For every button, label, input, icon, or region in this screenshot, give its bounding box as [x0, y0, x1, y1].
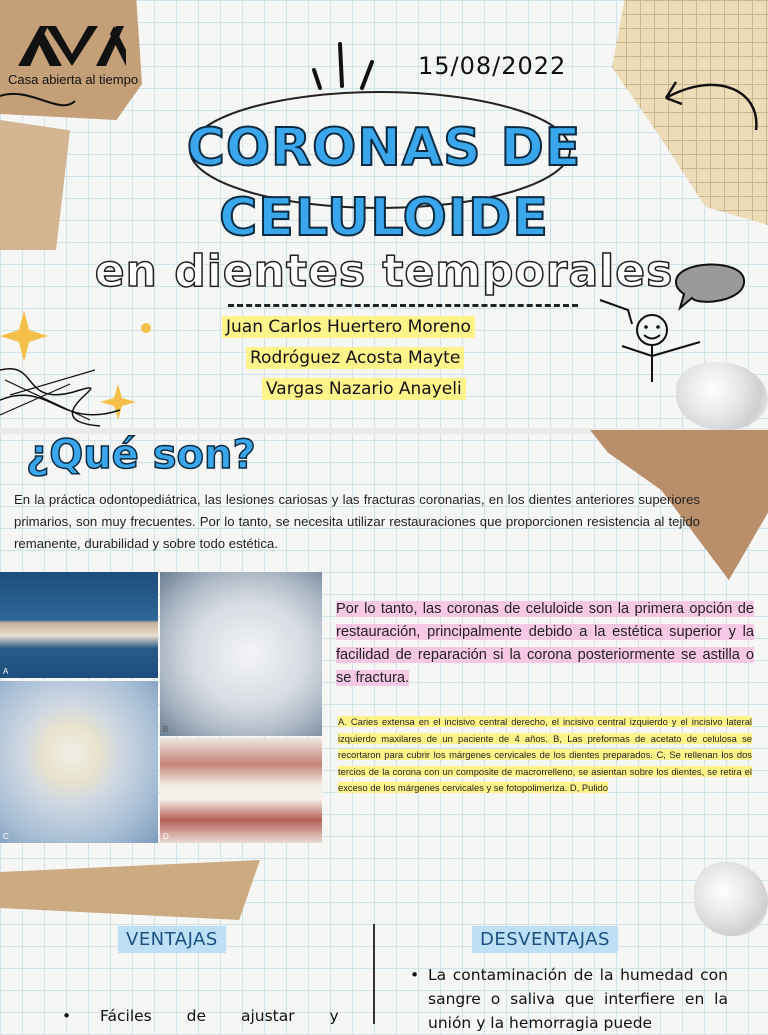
logo-tagline: Casa abierta al tiempo: [8, 72, 139, 87]
ventajas-item-1: Fáciles de ajustar y: [100, 1007, 339, 1025]
subtitle: en dientes temporales: [94, 246, 674, 297]
photo-a-caries: [0, 572, 158, 678]
figure-caption: [338, 714, 752, 797]
university-logo: [18, 26, 126, 76]
photo-b-celluloid-form: [160, 572, 322, 736]
bullet-icon: •: [62, 1007, 72, 1025]
date-label: 15/08/2022: [418, 52, 567, 80]
dashed-divider: [228, 304, 578, 307]
photo-label-a: A: [3, 667, 9, 676]
desventajas-item-1: La contaminación de la humedad con sangre o saliva que interfiere en la unión y la hemorragia puede: [428, 966, 728, 1032]
kraft-paper-scrap-bottom: [0, 860, 260, 920]
author-1: Juan Carlos Huertero Moreno: [222, 316, 475, 338]
pointer-line-icon: [598, 296, 638, 326]
decorative-stars-icon: [0, 300, 180, 430]
highlight-paragraph-text: Por lo tanto, las coronas de celuloide son la primera opción de restauración, principalmente debido a la estética superior y la facilidad de reparación si la corona posteriormente se astilla o se fractura.: [336, 601, 754, 686]
photo-label-b: B: [163, 725, 169, 734]
section-heading-que-son: ¿Qué son?: [26, 432, 256, 478]
photo-label-d: D: [163, 832, 169, 841]
title-line-1: CORONAS DE: [186, 118, 582, 178]
crumpled-paper-bottom: [694, 862, 768, 936]
speech-bubble-icon: [668, 252, 750, 312]
uam-logo-icon: [18, 26, 126, 66]
desventajas-list: [410, 963, 728, 1035]
figure-caption-text: A. Caries extensa en el incisivo central derecho, el incisivo central izquierdo y el incisivo lateral izquierdo maxilares de un paciente de 4 años. B, Las preformas de acetato de celulosa se recortaron para cubrir los márgenes cervicales de los dientes preparados. C, Se rellenan los dos tercios de la corona con un composite de macrorrelleno, se asientan sobre los dientes, se retira el exceso de los márgenes cervicales y se fotopolimeriza. D, Pulido: [338, 716, 752, 793]
highlight-paragraph: [336, 598, 754, 690]
photo-c-composite-fill: [0, 681, 158, 843]
ventajas-label: VENTAJAS: [118, 926, 226, 953]
column-divider: [373, 924, 375, 1024]
desventajas-label: DESVENTAJAS: [472, 926, 618, 953]
ventajas-list: [62, 1004, 352, 1028]
photo-label-c: C: [3, 832, 9, 841]
author-3: Vargas Nazario Anayeli: [262, 378, 466, 400]
author-2: Rodróguez Acosta Mayte: [246, 347, 464, 369]
photo-d-polished-result: [160, 738, 322, 843]
bullet-icon: •: [410, 966, 420, 984]
title-line-2: CELULOIDE: [219, 188, 549, 248]
intro-paragraph: En la práctica odontopediátrica, las lesiones cariosas y las fracturas coronarias, en los dientes anteriores superiores primarios, son muy frecuentes. Por lo tanto, se necesita utilizar restauraciones que proporcionen resistencia al tejido remanente, durabilidad y sobre todo estética.: [14, 492, 700, 551]
